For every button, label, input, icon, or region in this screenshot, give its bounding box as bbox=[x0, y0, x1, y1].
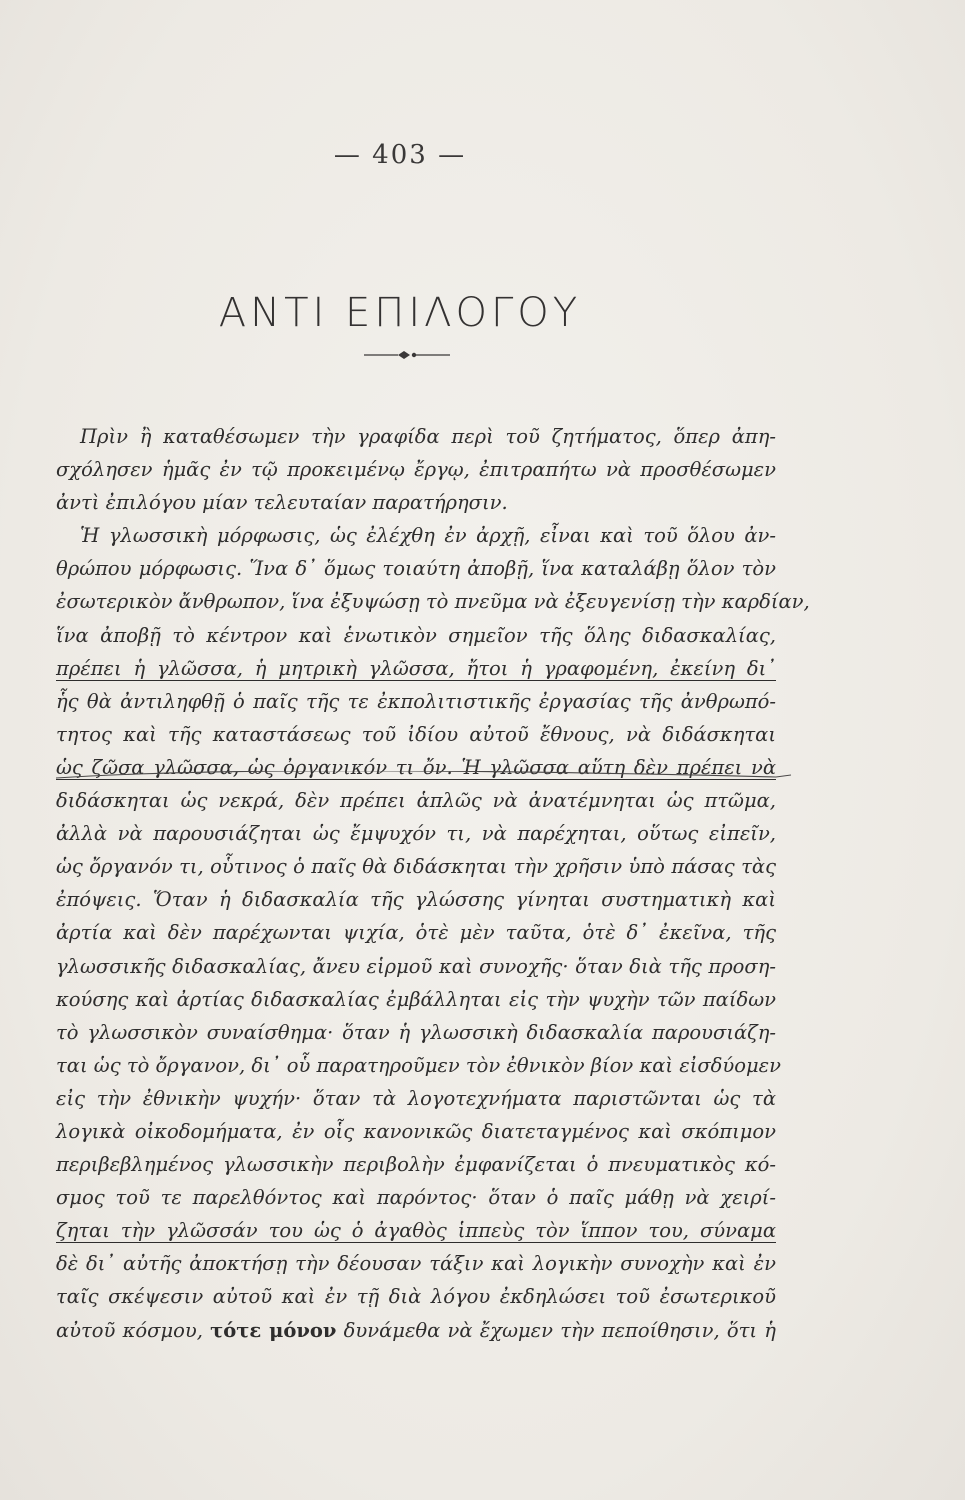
text-line: γλωσσικῆς διδασκαλίας, ἄνευ εἱρμοῦ καὶ συνοχῆς· ὅταν διὰ τῆς προση- bbox=[56, 954, 776, 978]
text-line: ἀλλὰ νὰ παρουσιάζηται ὡς ἔμψυχόν τι, νὰ παρέχηται, οὕτως εἰπεῖν, bbox=[56, 822, 776, 846]
text-line-underlined: ζηται τὴν γλῶσσάν του ὡς ὁ ἀγαθὸς ἱππεὺς τὸν ἵππον του, σύναμα bbox=[56, 1219, 776, 1243]
text-line: ἐπόψεις. Ὅταν ἡ διδασκαλία τῆς γλώσσης γίνηται συστηματικὴ καὶ bbox=[56, 888, 776, 912]
text-fragment: δυνάμεθα νὰ ἔχωμεν τὴν πεποίθησιν, ὅτι ἡ bbox=[343, 1318, 776, 1342]
text-line: ὡς ὄργανόν τι, οὗτινος ὁ παῖς θὰ διδάσκηται τὴν χρῆσιν ὑπὸ πάσας τὰς bbox=[56, 855, 776, 879]
text-line-final bbox=[56, 1314, 776, 1347]
text-line: ταῖς σκέψεσιν αὐτοῦ καὶ ἐν τῇ διὰ λόγου ἐκδηλώσει τοῦ ἐσωτερικοῦ bbox=[56, 1285, 776, 1309]
text-line: ἧς θὰ ἀντιληφθῇ ὁ παῖς τῆς τε ἐκπολιτιστικῆς ἐργασίας τῆς ἀνθρωπό- bbox=[56, 689, 776, 713]
text-line: ται ὡς τὸ ὄργανον, δι᾽ οὗ παρατηροῦμεν τὸν ἐθνικὸν βίον καὶ εἰσδύομεν bbox=[56, 1053, 782, 1077]
chapter-title: ΑΝΤΙ ΕΠΙΛΟΓΟΥ bbox=[218, 290, 582, 336]
text-line: ἀρτία καὶ δὲν παρέχωνται ψιχία, ὁτὲ μὲν ταῦτα, ὁτὲ δ᾽ ἐκεῖνα, τῆς bbox=[56, 921, 776, 945]
text-line: τὸ γλωσσικὸν συναίσθημα· ὅταν ἡ γλωσσικὴ διδασκαλία παρουσιάζη- bbox=[56, 1020, 776, 1044]
text-line: σχόλησεν ἡμᾶς ἐν τῷ προκειμένῳ ἔργῳ, ἐπιτραπήτω νὰ προσθέσωμεν bbox=[56, 458, 776, 482]
text-line: ἵνα ἀποβῇ τὸ κέντρον καὶ ἑνωτικὸν σημεῖον τῆς ὅλης διδασκαλίας, bbox=[56, 623, 776, 647]
page-number: — 403 — bbox=[333, 140, 467, 170]
emphasis-text: τότε μόνον bbox=[210, 1318, 337, 1342]
text-line-underlined: πρέπει ἡ γλῶσσα, ἡ μητρικὴ γλῶσσα, ἤτοι ἡ γραφομένη, ἐκείνη δι᾽ bbox=[56, 656, 776, 680]
text-line: δὲ δι᾽ αὐτῆς ἀποκτήσῃ τὴν δέουσαν τάξιν καὶ λογικὴν συνοχὴν καὶ ἐν bbox=[56, 1252, 776, 1276]
body-text bbox=[56, 420, 810, 1347]
pencil-mark-icon bbox=[56, 771, 846, 811]
text-line: σμος τοῦ τε παρελθόντος καὶ παρόντος· ὅταν ὁ παῖς μάθῃ νὰ χειρί- bbox=[56, 1186, 776, 1210]
ornament-divider-icon bbox=[362, 348, 452, 362]
text-line: κούσης καὶ ἀρτίας διδασκαλίας ἐμβάλληται εἰς τὴν ψυχὴν τῶν παίδων bbox=[56, 987, 776, 1011]
text-line: διδάσκηται ὡς νεκρά, δὲν πρέπει ἁπλῶς νὰ ἀνατέμνηται ὡς πτῶμα, bbox=[56, 789, 776, 813]
text-fragment: αὐτοῦ κόσμου, bbox=[56, 1318, 203, 1342]
text-line-underlined: ὡς ζῶσα γλῶσσα, ὡς ὀργανικόν τι ὄν. Ἡ γλῶσσα αὕτη δὲν πρέπει νὰ bbox=[56, 755, 776, 779]
text-line: Ἡ γλωσσικὴ μόρφωσις, ὡς ἐλέχθη ἐν ἀρχῇ, εἶναι καὶ τοῦ ὅλου ἀν- bbox=[80, 524, 776, 548]
text-line: τητος καὶ τῆς καταστάσεως τοῦ ἰδίου αὐτοῦ ἔθνους, νὰ διδάσκηται bbox=[56, 722, 776, 746]
text-line: ἐσωτερικὸν ἄνθρωπον, ἵνα ἐξυψώσῃ τὸ πνεῦμα νὰ ἐξευγενίσῃ τὴν καρδίαν, bbox=[56, 590, 810, 614]
text-line: περιβεβλημένος γλωσσικὴν περιβολὴν ἐμφανίζεται ὁ πνευματικὸς κό- bbox=[56, 1153, 776, 1177]
text-line: Πρὶν ἢ καταθέσωμεν τὴν γραφίδα περὶ τοῦ ζητήματος, ὅπερ ἀπη- bbox=[80, 425, 776, 448]
text-line: εἰς τὴν ἐθνικὴν ψυχήν· ὅταν τὰ λογοτεχνήματα παριστῶνται ὡς τὰ bbox=[56, 1086, 776, 1110]
text-line: λογικὰ οἰκοδομήματα, ἐν οἷς κανονικῶς διατεταγμένος καὶ σκόπιμον bbox=[56, 1119, 776, 1143]
text-line: θρώπου μόρφωσις. Ἵνα δ᾽ ὅμως τοιαύτη ἀποβῇ, ἵνα καταλάβῃ ὅλον τὸν bbox=[56, 557, 776, 581]
text-line: ἀντὶ ἐπιλόγου μίαν τελευταίαν παρατήρησιν. bbox=[56, 491, 508, 515]
